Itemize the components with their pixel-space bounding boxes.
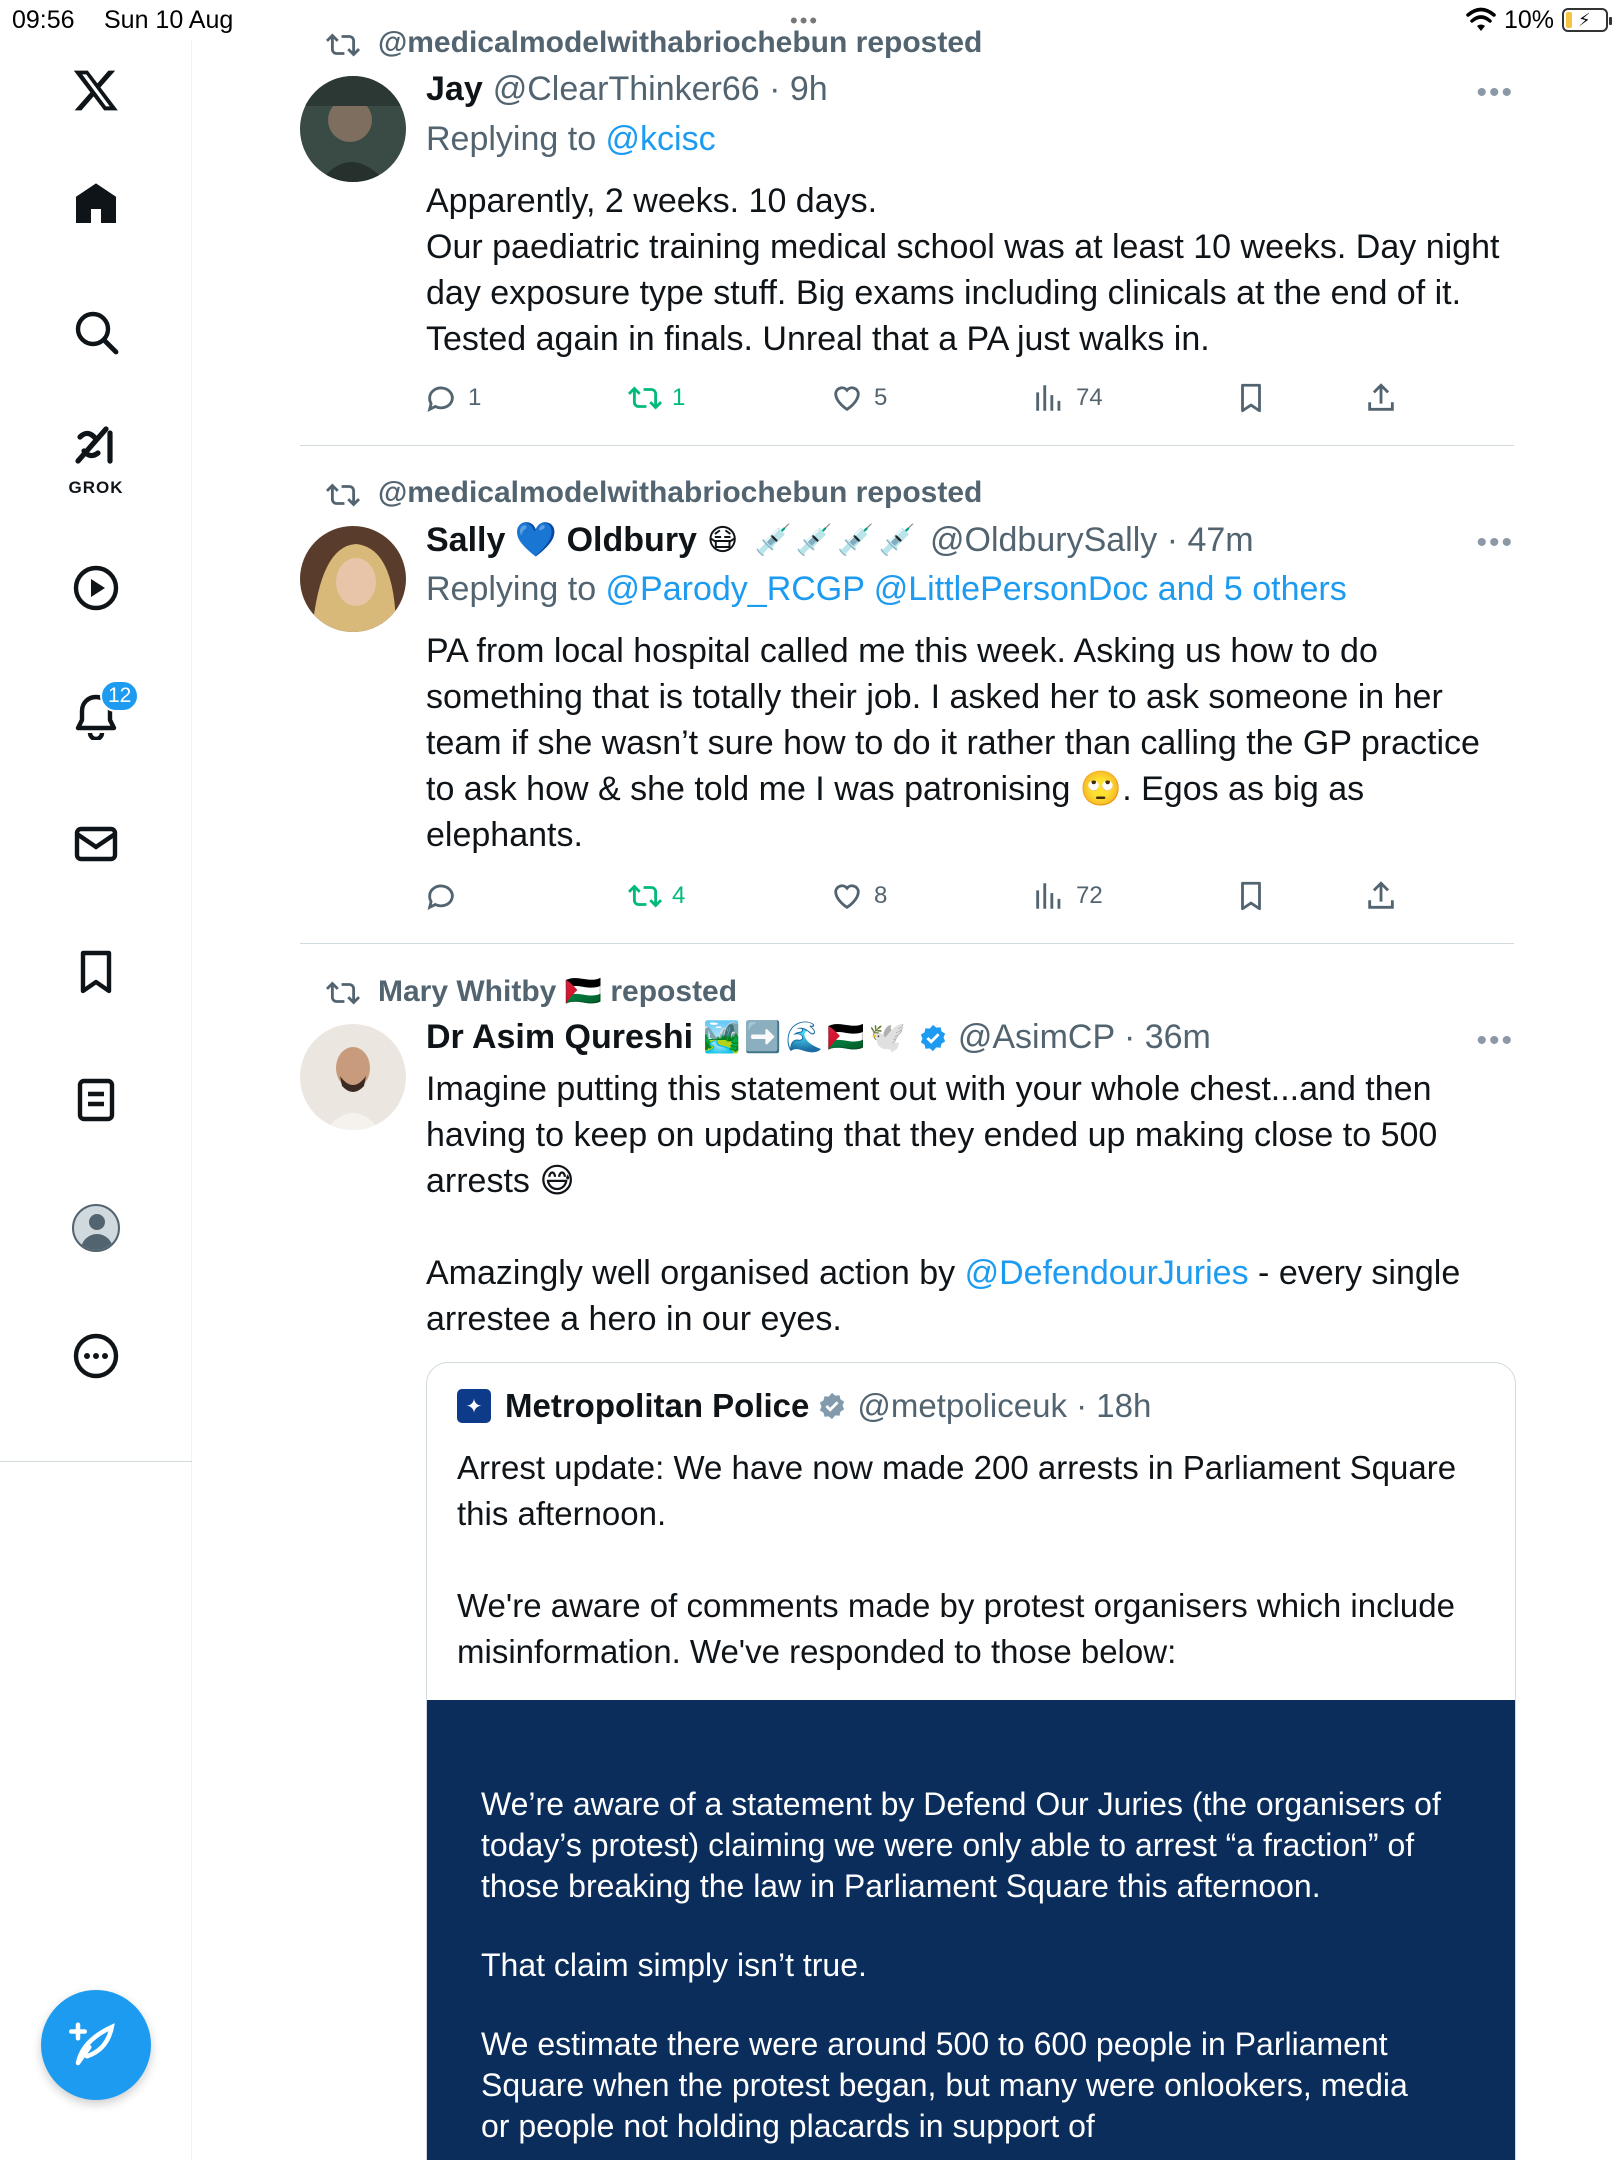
more-icon[interactable] bbox=[56, 1316, 136, 1396]
views-icon bbox=[1032, 879, 1066, 913]
avatar[interactable] bbox=[300, 76, 406, 182]
battery-percent: 10% bbox=[1504, 6, 1555, 34]
quote-author-name[interactable]: Metropolitan Police bbox=[505, 1387, 810, 1424]
replying-to: Replying to @Parody_RCGP @LittlePersonDoc and 5 others bbox=[426, 570, 1347, 608]
share-button[interactable] bbox=[1364, 874, 1408, 918]
replying-to: Replying to @kcisc bbox=[426, 120, 716, 158]
mention-link[interactable]: @Parody_RCGP @LittlePersonDoc and 5 others bbox=[605, 570, 1347, 608]
compose-icon bbox=[69, 2018, 123, 2072]
avatar[interactable] bbox=[300, 526, 406, 632]
messages-icon[interactable] bbox=[56, 804, 136, 884]
mention-link[interactable]: @kcisc bbox=[605, 120, 716, 158]
reply-icon bbox=[424, 879, 458, 913]
status-time: 09:56 bbox=[12, 6, 75, 34]
name-emoji: 😷 💉💉💉💉 bbox=[706, 523, 920, 557]
compose-post-button[interactable] bbox=[41, 1990, 151, 2100]
sidebar-divider bbox=[0, 1461, 192, 1462]
repost-indicator: @medicalmodelwithabriochebun reposted bbox=[378, 476, 982, 510]
heart-icon bbox=[830, 381, 864, 415]
reply-button[interactable]: 1 bbox=[424, 376, 481, 420]
like-button[interactable]: 5 bbox=[830, 376, 887, 420]
tweet[interactable] bbox=[300, 470, 1514, 944]
profile-avatar-icon bbox=[72, 1204, 120, 1252]
multitasking-dots-icon[interactable]: ••• bbox=[790, 8, 820, 33]
met-police-logo-icon: ✦ bbox=[457, 1389, 491, 1423]
reply-button[interactable] bbox=[424, 874, 468, 918]
repost-indicator: Mary Whitby 🇵🇸 reposted bbox=[378, 974, 737, 1009]
tweet-divider bbox=[300, 445, 1514, 446]
grok-label: GROK bbox=[68, 478, 124, 497]
tweet-actions bbox=[424, 874, 1424, 918]
tweet[interactable] bbox=[300, 968, 1514, 2160]
sidebar bbox=[0, 40, 192, 2160]
tweet-divider bbox=[300, 943, 1514, 944]
tweet-actions bbox=[424, 376, 1424, 420]
profile-avatar[interactable] bbox=[56, 1188, 136, 1268]
quote-author-handle[interactable]: @metpoliceuk · 18h bbox=[857, 1387, 1152, 1424]
tweet-text: Imagine putting this statement out with your whole chest...and then having to keep on updating that they ended up making close to 500 arrests 😅 Amazingly well organised action by @DefendourJuries - every single arrestee a hero in our eyes. bbox=[426, 1070, 1461, 1338]
author-handle[interactable]: @ClearThinker66 · 9h bbox=[492, 70, 828, 108]
author-name[interactable]: Dr Asim Qureshi bbox=[426, 1018, 694, 1056]
views-button[interactable]: 74 bbox=[1032, 376, 1103, 420]
quote-image[interactable] bbox=[427, 1700, 1516, 2160]
quote-text: Arrest update: We have now made 200 arrests in Parliament Square this afternoon. We're aware of comments made by protest organisers which include misinformation. We've responded to those below: bbox=[457, 1449, 1457, 1670]
x-logo-icon[interactable] bbox=[56, 50, 136, 130]
author-name[interactable]: Jay bbox=[426, 70, 483, 108]
quoted-tweet[interactable] bbox=[426, 1362, 1516, 2160]
heart-icon bbox=[830, 879, 864, 913]
more-options-icon[interactable]: ••• bbox=[1476, 76, 1514, 109]
views-button[interactable]: 72 bbox=[1032, 874, 1103, 918]
share-icon bbox=[1364, 879, 1398, 913]
author-name[interactable]: Sally 💙 Oldbury bbox=[426, 521, 697, 559]
tweet-text: PA from local hospital called me this week. Asking us how to do something that is totally their job. I asked her to ask someone in her team if she wasn’t sure how to do it rather than calling the GP practice to ask how & she told me I was patronising 🙄. Egos as big as elephants. bbox=[426, 632, 1480, 854]
bookmark-button[interactable] bbox=[1234, 376, 1278, 420]
repost-button[interactable]: 4 bbox=[628, 874, 685, 918]
more-options-icon[interactable]: ••• bbox=[1476, 526, 1514, 559]
views-icon bbox=[1032, 381, 1066, 415]
status-date: Sun 10 Aug bbox=[104, 6, 234, 34]
author-handle[interactable]: @OldburySally · 47m bbox=[930, 520, 1254, 559]
reply-icon bbox=[424, 381, 458, 415]
lists-icon[interactable] bbox=[56, 1060, 136, 1140]
quote-image-text: We’re aware of a statement by Defend Our Juries (the organisers of today’s protest) claiming we were only able to arrest “a fraction” of those breaking the law in Parliament Square this afternoon. That claim simply isn’t true. We estimate there were around 500 to 600 people in Parliament Square when the protest began, but many were onlookers, media or people not holding placards in support of bbox=[481, 1786, 1441, 2144]
bookmark-button[interactable] bbox=[1234, 874, 1278, 918]
mention-link[interactable]: @DefendourJuries bbox=[964, 1254, 1249, 1292]
like-button[interactable]: 8 bbox=[830, 874, 887, 918]
share-icon bbox=[1364, 381, 1398, 415]
video-icon[interactable] bbox=[56, 548, 136, 628]
repost-indicator: @medicalmodelwithabriochebun reposted bbox=[378, 26, 982, 60]
avatar[interactable] bbox=[300, 1024, 406, 1130]
battery-icon: ⚡ bbox=[1562, 8, 1608, 32]
search-icon[interactable] bbox=[56, 292, 136, 372]
repost-icon bbox=[628, 381, 662, 415]
repost-button[interactable]: 1 bbox=[628, 376, 685, 420]
grok-icon[interactable] bbox=[56, 416, 136, 496]
share-button[interactable] bbox=[1364, 376, 1408, 420]
more-options-icon[interactable]: ••• bbox=[1476, 1024, 1514, 1057]
verified-gray-badge-icon bbox=[817, 1391, 847, 1421]
bookmark-icon bbox=[1234, 879, 1268, 913]
verified-badge-icon bbox=[918, 1023, 948, 1053]
tweet-text: Apparently, 2 weeks. 10 days. Our paediatric training medical school was at least 10 weeks. Day night day exposure type stuff. Big exams including clinicals at the end of it. Tested again in finals. Unreal that a PA just walks in. bbox=[426, 182, 1500, 358]
notifications-badge: 12 bbox=[100, 680, 139, 712]
repost-icon bbox=[628, 879, 662, 913]
repost-icon bbox=[326, 478, 360, 512]
tweet[interactable] bbox=[300, 20, 1514, 446]
author-handle[interactable]: @AsimCP · 36m bbox=[957, 1018, 1211, 1056]
home-icon[interactable] bbox=[56, 164, 136, 244]
bookmark-icon bbox=[1234, 381, 1268, 415]
repost-icon bbox=[326, 976, 360, 1010]
bookmarks-icon[interactable] bbox=[56, 932, 136, 1012]
repost-icon bbox=[326, 28, 360, 62]
notifications-icon[interactable] bbox=[56, 676, 136, 756]
name-emoji: 🏞️➡️🌊🇵🇸🕊️ bbox=[703, 1021, 910, 1054]
